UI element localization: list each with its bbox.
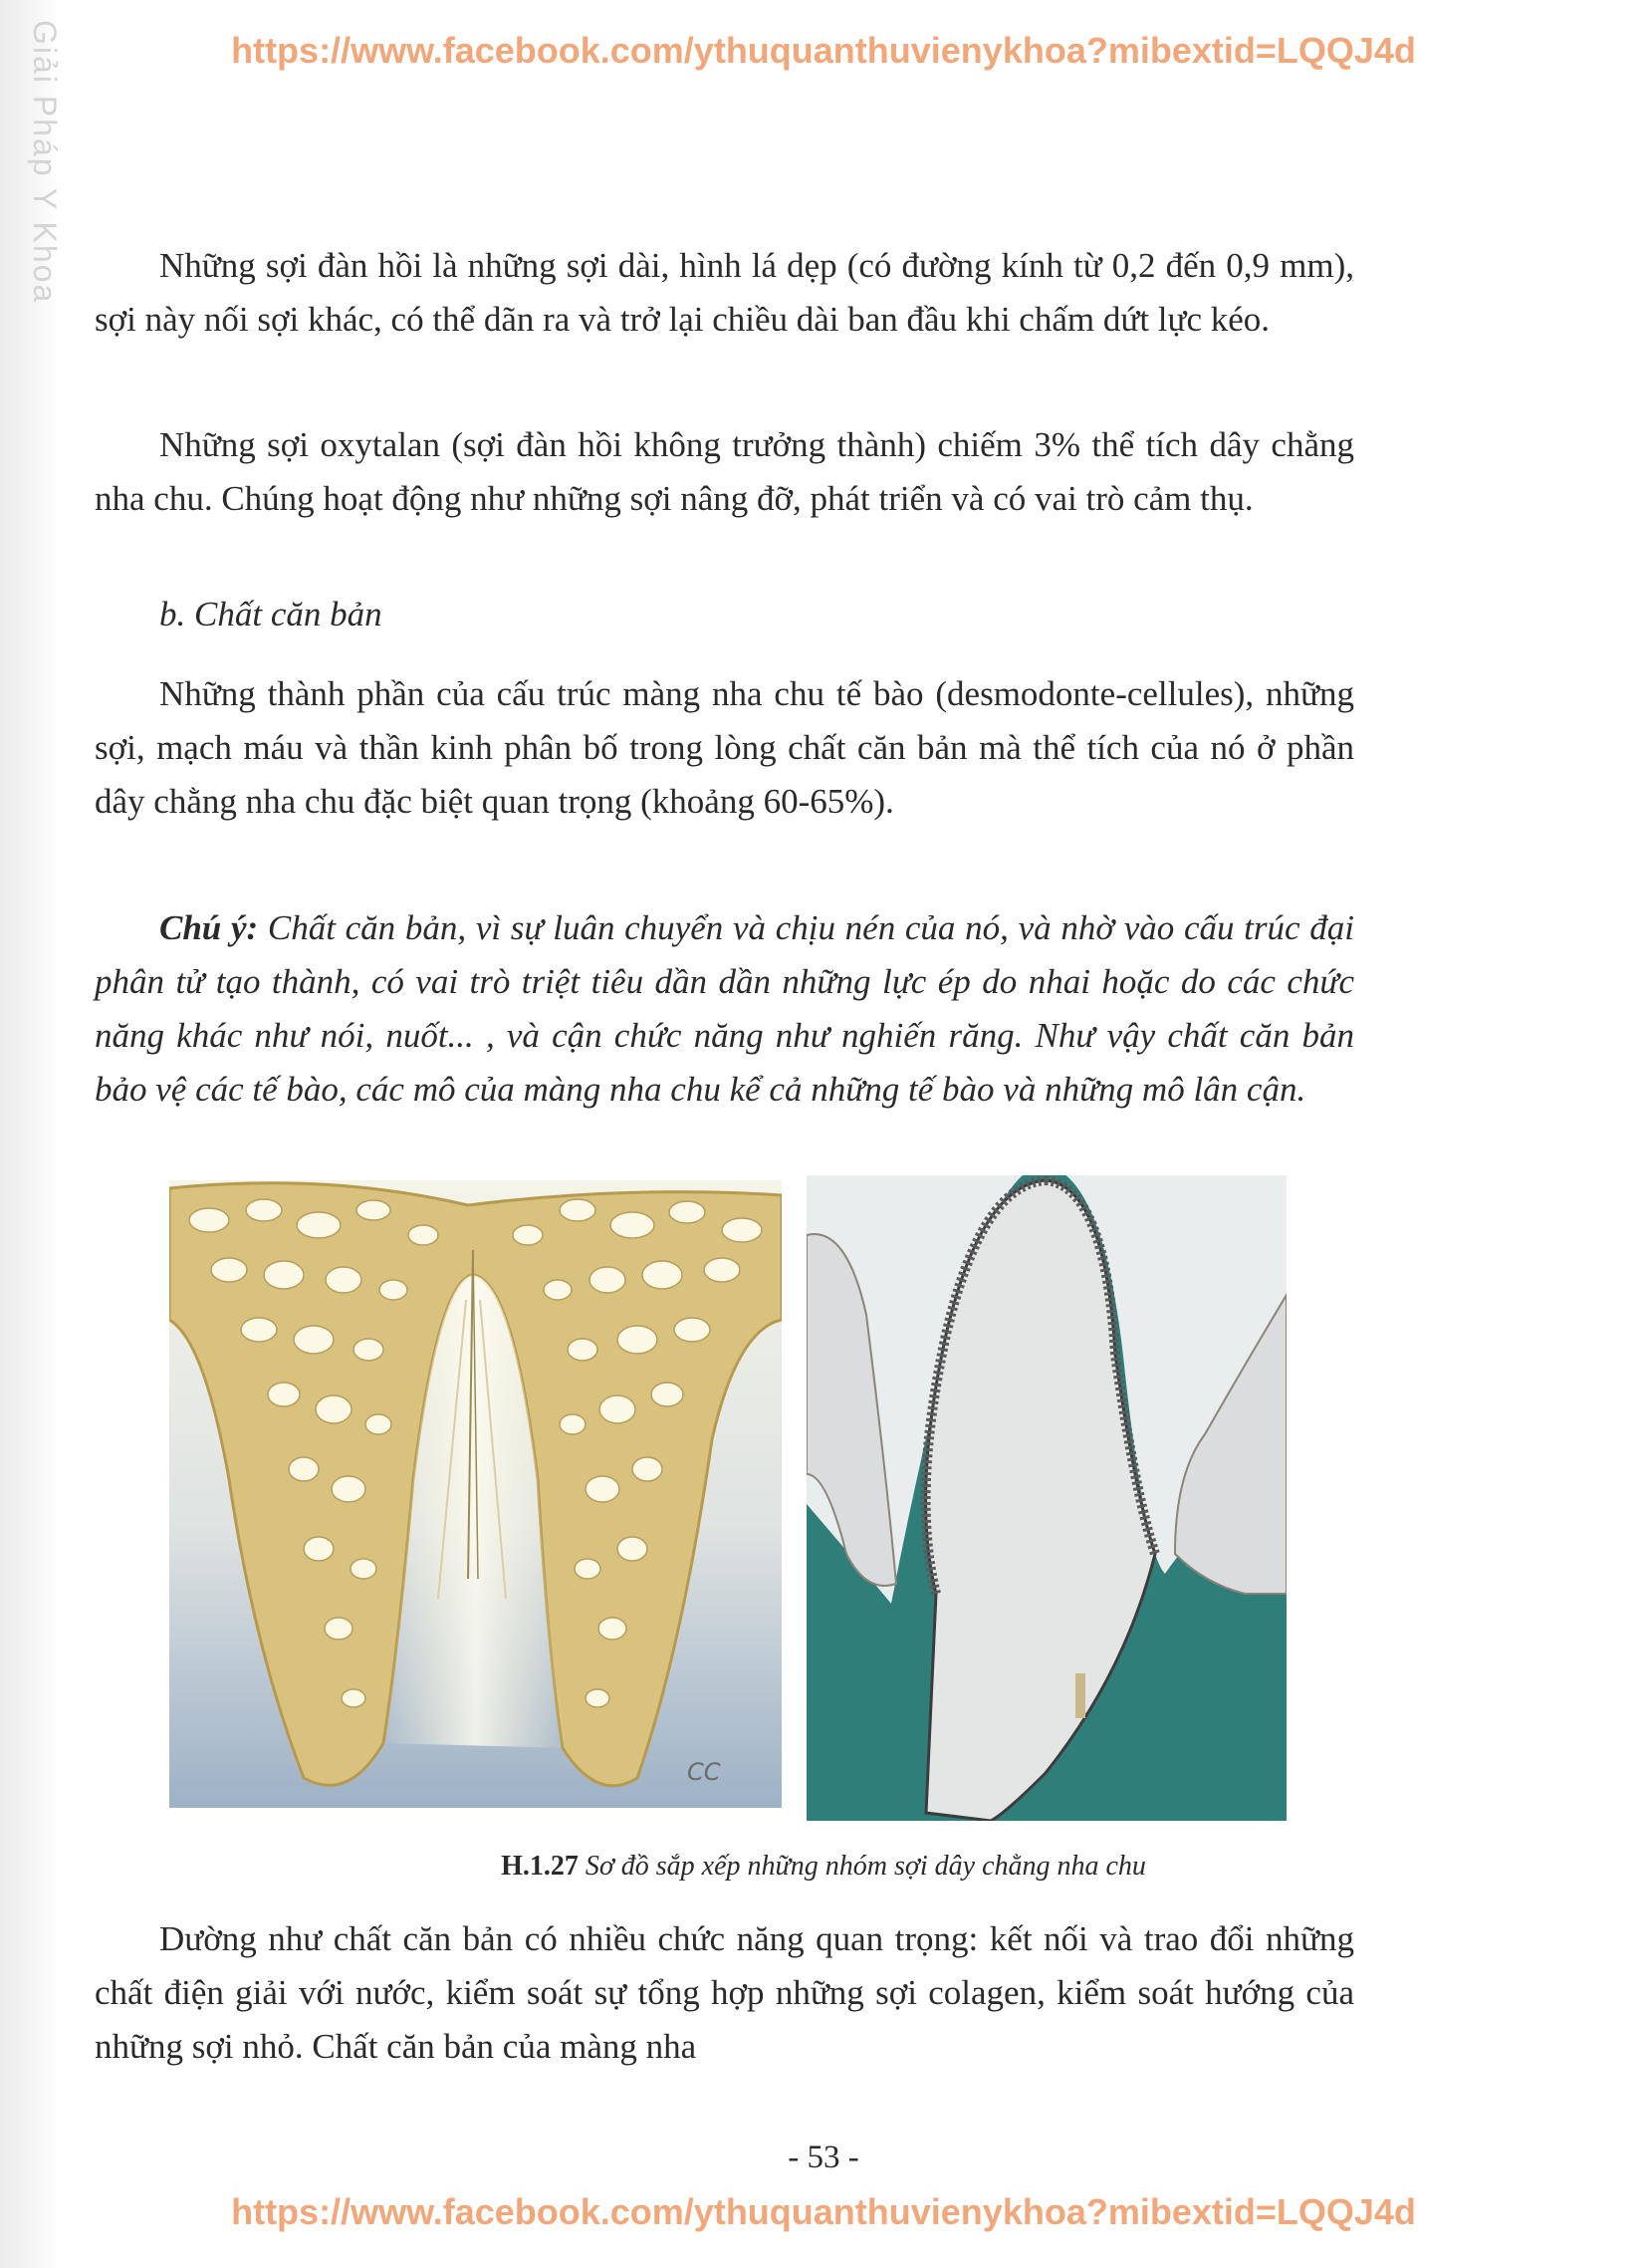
paragraph-functions: Dường như chất căn bản có nhiều chức năng quan trọng: kết nối và trao đổi những chất điện giải với nước, kiểm soát sự tổng hợp những sợi colagen, kiểm soát hướng của những sợi nhỏ. Chất căn bản của màng nha bbox=[95, 1919, 1354, 2066]
note-paragraph bbox=[95, 901, 1354, 1117]
top-url-watermark[interactable]: https://www.facebook.com/ythuquanthuvienykhoa?mibextid=LQQJ4d bbox=[231, 30, 1416, 71]
paragraph-oxytalan-fibers: Những sợi oxytalan (sợi đàn hồi không trưởng thành) chiếm 3% thể tích dây chằng nha chu. Chúng hoạt động như những sợi nâng đỡ, phát triển và có vai trò cảm thụ. bbox=[95, 425, 1354, 518]
section-heading-b: b. Chất căn bản bbox=[159, 595, 382, 633]
page-number: - 53 - bbox=[788, 2140, 859, 2175]
bottom-url-watermark[interactable]: https://www.facebook.com/ythuquanthuvienykhoa?mibextid=LQQJ4d bbox=[231, 2191, 1416, 2232]
paragraph-elastic-fibers: Những sợi đàn hồi là những sợi dài, hình lá dẹp (có đường kính từ 0,2 đến 0,9 mm), sợi này nối sợi khác, có thể dãn ra và trở lại chiều dài ban đầu khi chấm dứt lực kéo. bbox=[95, 246, 1354, 339]
note-text: Chất căn bản, vì sự luân chuyển và chịu nén của nó, và nhờ vào cấu trúc đại phân tử tạo thành, có vai trò triệt tiêu dần dần những lực ép do nhai hoặc do các chức năng khác như nói, nuốt... , và cận chức năng như nghiến răng. Như vậy chất căn bản bảo vệ các tế bào, các mô của màng nha chu kể cả những tế bào và những mô lân cận. bbox=[95, 908, 1354, 1109]
instrument-mark bbox=[1075, 1673, 1085, 1718]
note-label: Chú ý: bbox=[159, 908, 259, 947]
caption-text: Sơ đồ sắp xếp những nhóm sợi dây chằng nha chu bbox=[578, 1851, 1146, 1882]
caption-number: H.1.27 bbox=[501, 1851, 579, 1882]
scan-margin bbox=[0, 0, 58, 2268]
figure-tooth-socket bbox=[807, 1175, 1287, 1821]
side-watermark: Giải Pháp Y Khoa bbox=[27, 20, 63, 305]
illustrator-signature: CC bbox=[687, 1758, 721, 1786]
paragraph-ground-substance: Những thành phần của cấu trúc màng nha chu tế bào (desmodonte-cellules), những sợi, mạch máu và thần kinh phân bố trong lòng chất căn bản mà thể tích của nó ở phần dây chằng nha chu đặc biệt quan trọng (khoảng 60-65%). bbox=[95, 674, 1354, 821]
figure-alveolar-bone bbox=[169, 1180, 782, 1808]
figure-caption bbox=[0, 1851, 1647, 1883]
